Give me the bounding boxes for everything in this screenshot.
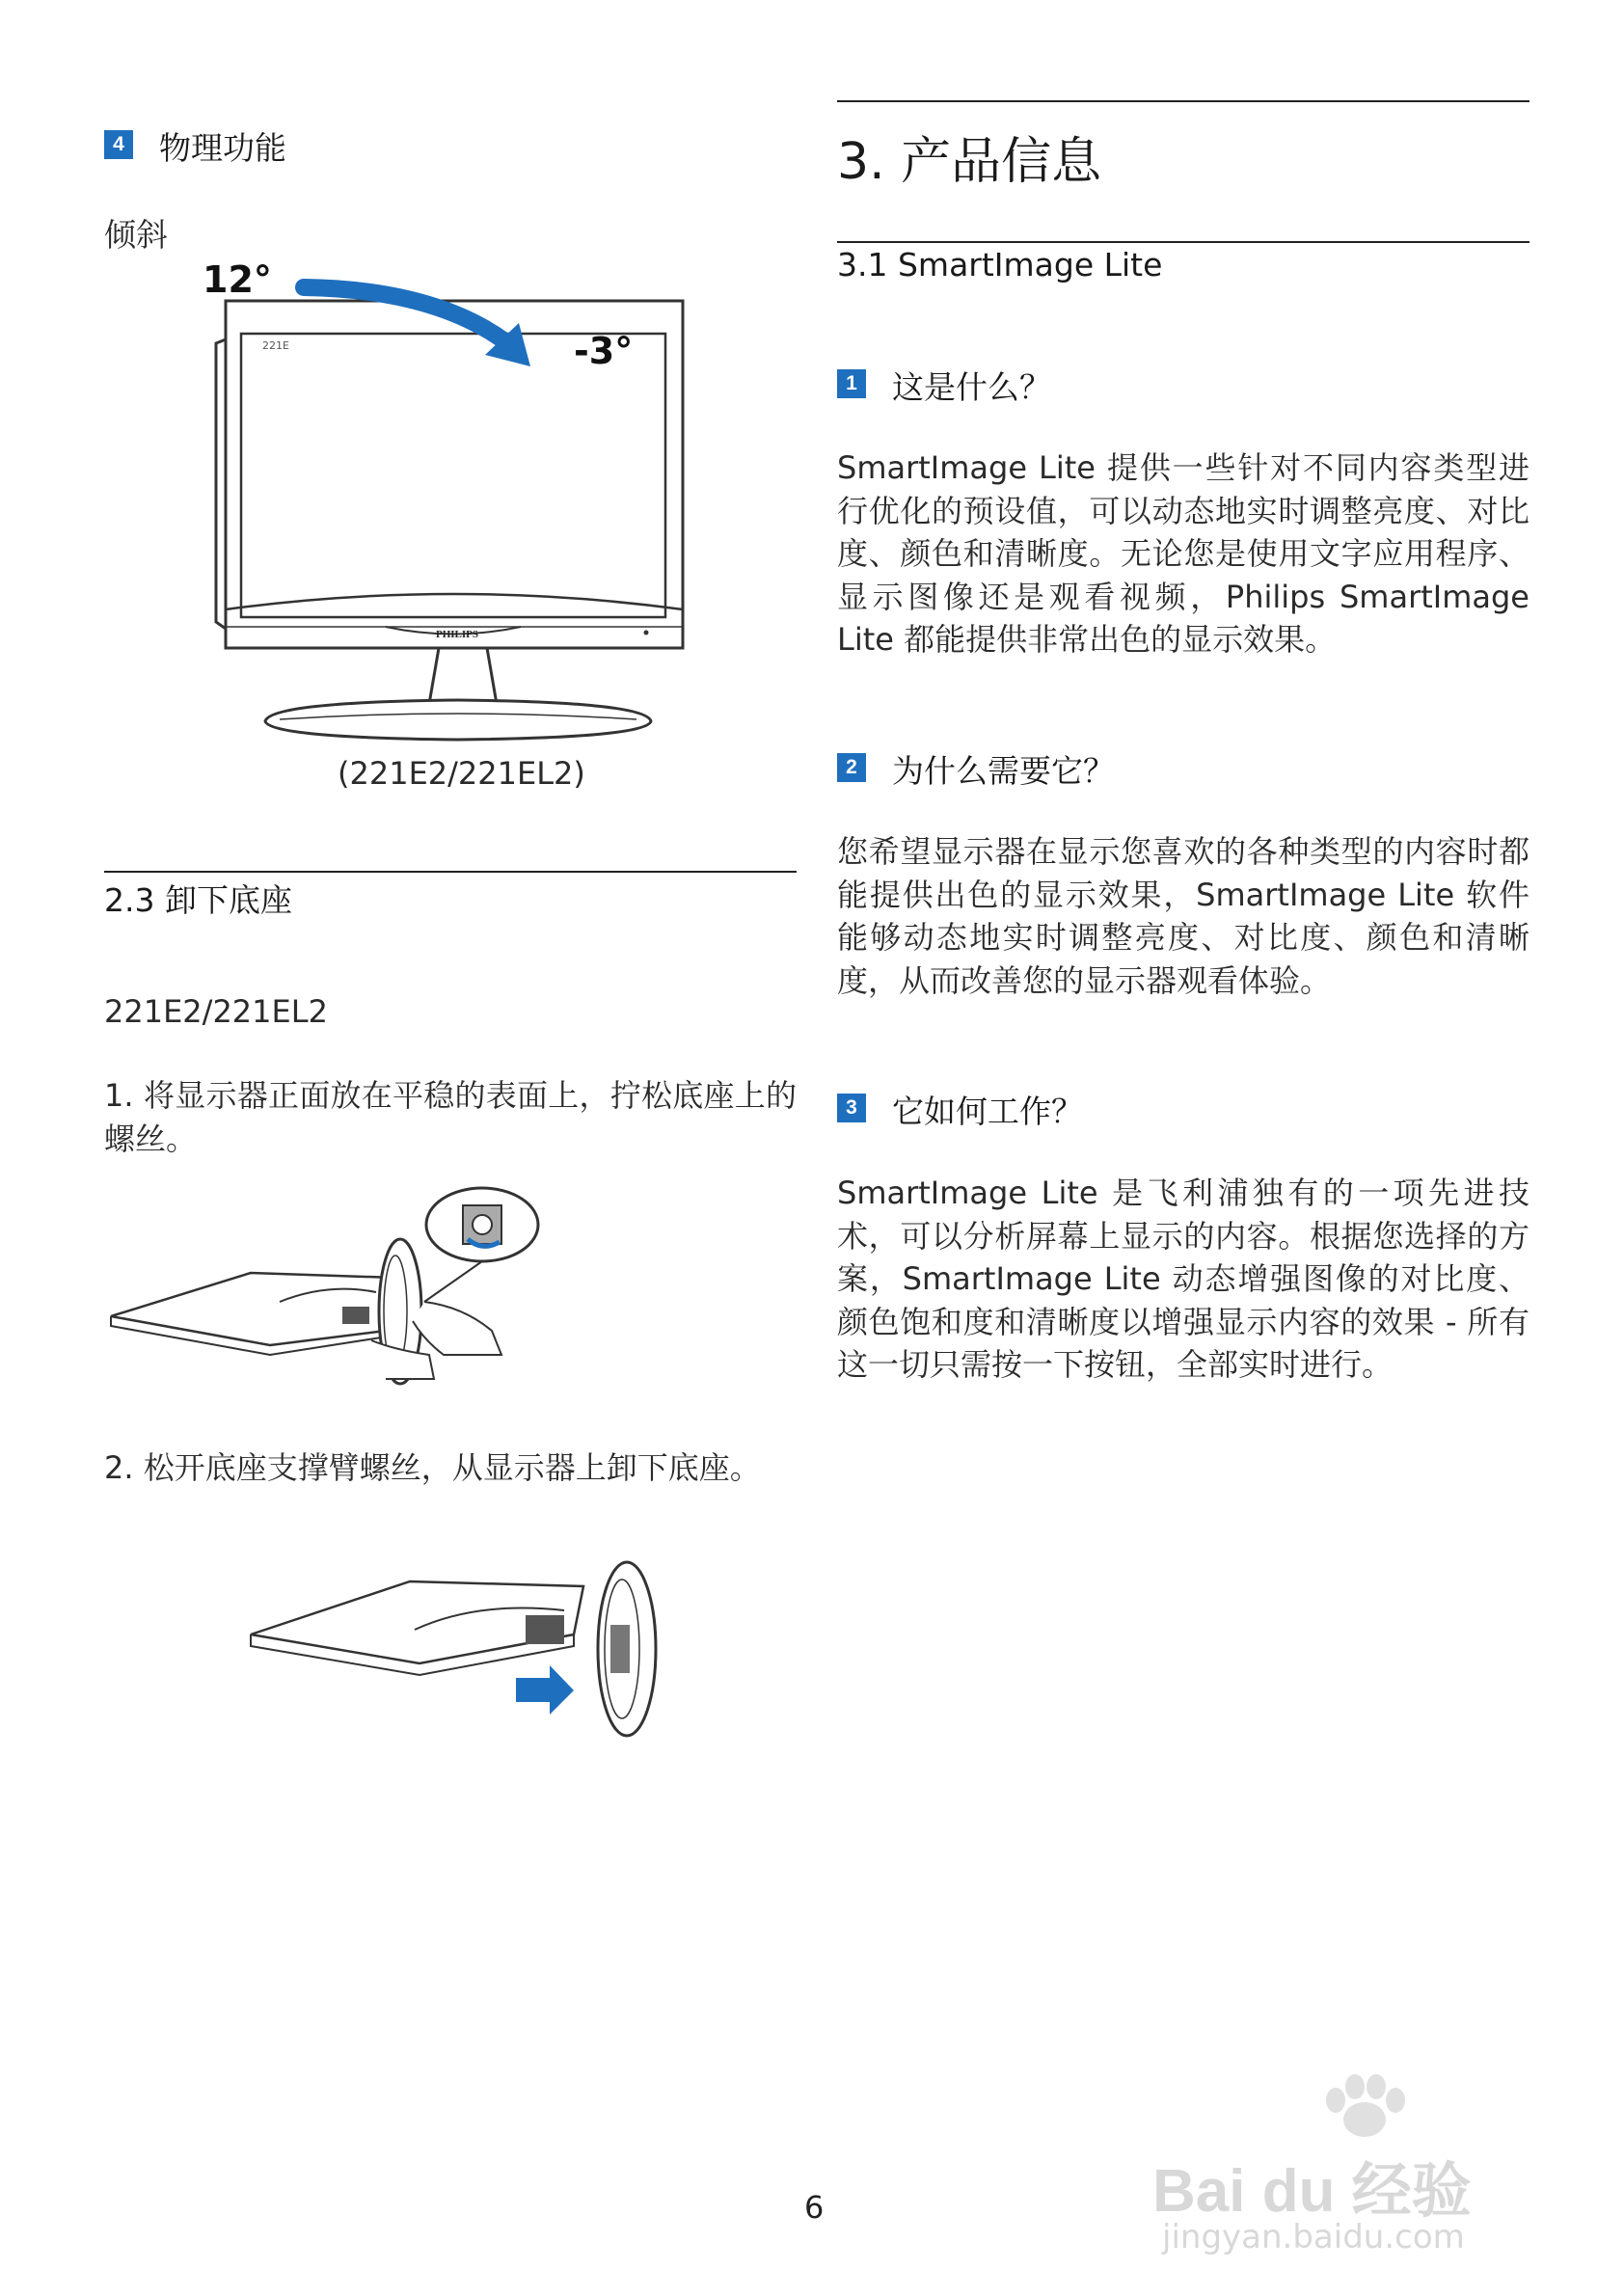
question-title-why-need-it: 为什么需要它？ xyxy=(892,752,1115,790)
chapter-title: 3. 产品信息 xyxy=(837,133,1102,191)
answer-2-text: 您希望显示器在显示您喜欢的各种类型的内容时都能提供出色的显示效果，SmartImage Lite 软件能够动态地实时调整亮度、对比度、颜色和清晰度，从而改善您的显示器观看体验。 xyxy=(837,833,1529,999)
step-2-text: 2. 松开底座支撑臂螺丝，从显示器上卸下底座。 xyxy=(104,1449,761,1486)
question-badge-2: 2 xyxy=(837,753,866,782)
tilt-angle-down: -3° xyxy=(574,330,634,372)
unscrew-base-drawing xyxy=(106,1186,550,1389)
tilt-illustration xyxy=(203,251,714,752)
step-1-text: 1. 将显示器正面放在平稳的表面上，拧松底座上的螺丝。 xyxy=(104,1077,797,1157)
watermark-url: jingyan.baidu.com xyxy=(1162,2218,1465,2256)
answer-3-text: SmartImage Lite 是飞利浦独有的一项先进技术，可以分析屏幕上显示的内容。根据您选择的方案，SmartImage Lite 动态增强图像的对比度、颜色饱和度和清晰度以增强显示内容的效果 - 所有这一切只需按一下按钮，全部实时进行。 xyxy=(837,1175,1529,1383)
baidu-watermark xyxy=(1152,2083,1557,2256)
detach-base-drawing xyxy=(246,1557,670,1745)
step-2-illustration xyxy=(246,1557,670,1745)
section-heading-remove-base: 2.3 卸下底座 xyxy=(104,881,292,919)
step-1-illustration xyxy=(106,1186,550,1389)
monitor-model-label: 221E xyxy=(262,339,289,352)
page-number: 6 xyxy=(804,2189,825,2226)
section-rule-3-1 xyxy=(837,241,1529,243)
tilt-caption: (221E2/221EL2) xyxy=(338,755,585,792)
section-rule-2-3 xyxy=(104,871,797,873)
question-title-what-is-it: 这是什么？ xyxy=(892,368,1051,406)
question-title-how-it-works: 它如何工作？ xyxy=(892,1093,1083,1130)
watermark-brand: Bai du 经验 xyxy=(1152,2158,1472,2225)
section-badge-4: 4 xyxy=(104,130,133,159)
answer-1-text: SmartImage Lite 提供一些针对不同内容类型进行优化的预设值，可以动态地实时调整亮度、对比度、颜色和清晰度。无论您是使用文字应用程序、显示图像还是观看视频，Philips SmartImage Lite 都能提供非常出色的显示效果。 xyxy=(837,449,1529,658)
paw-icon xyxy=(1307,2073,1422,2141)
tilt-angle-up: 12° xyxy=(203,258,272,301)
section-heading-smartimage-lite: 3.1 SmartImage Lite xyxy=(837,246,1163,284)
monitor-brand-label: PHILIPS xyxy=(436,629,479,640)
model-label: 221E2/221EL2 xyxy=(104,993,328,1030)
section-title-physical-functions: 物理功能 xyxy=(159,129,286,167)
monitor-tilt-drawing xyxy=(212,251,714,752)
tilt-label: 倾斜 xyxy=(104,216,168,254)
chapter-rule xyxy=(837,100,1529,102)
question-badge-1: 1 xyxy=(837,369,866,398)
question-badge-3: 3 xyxy=(837,1094,866,1122)
